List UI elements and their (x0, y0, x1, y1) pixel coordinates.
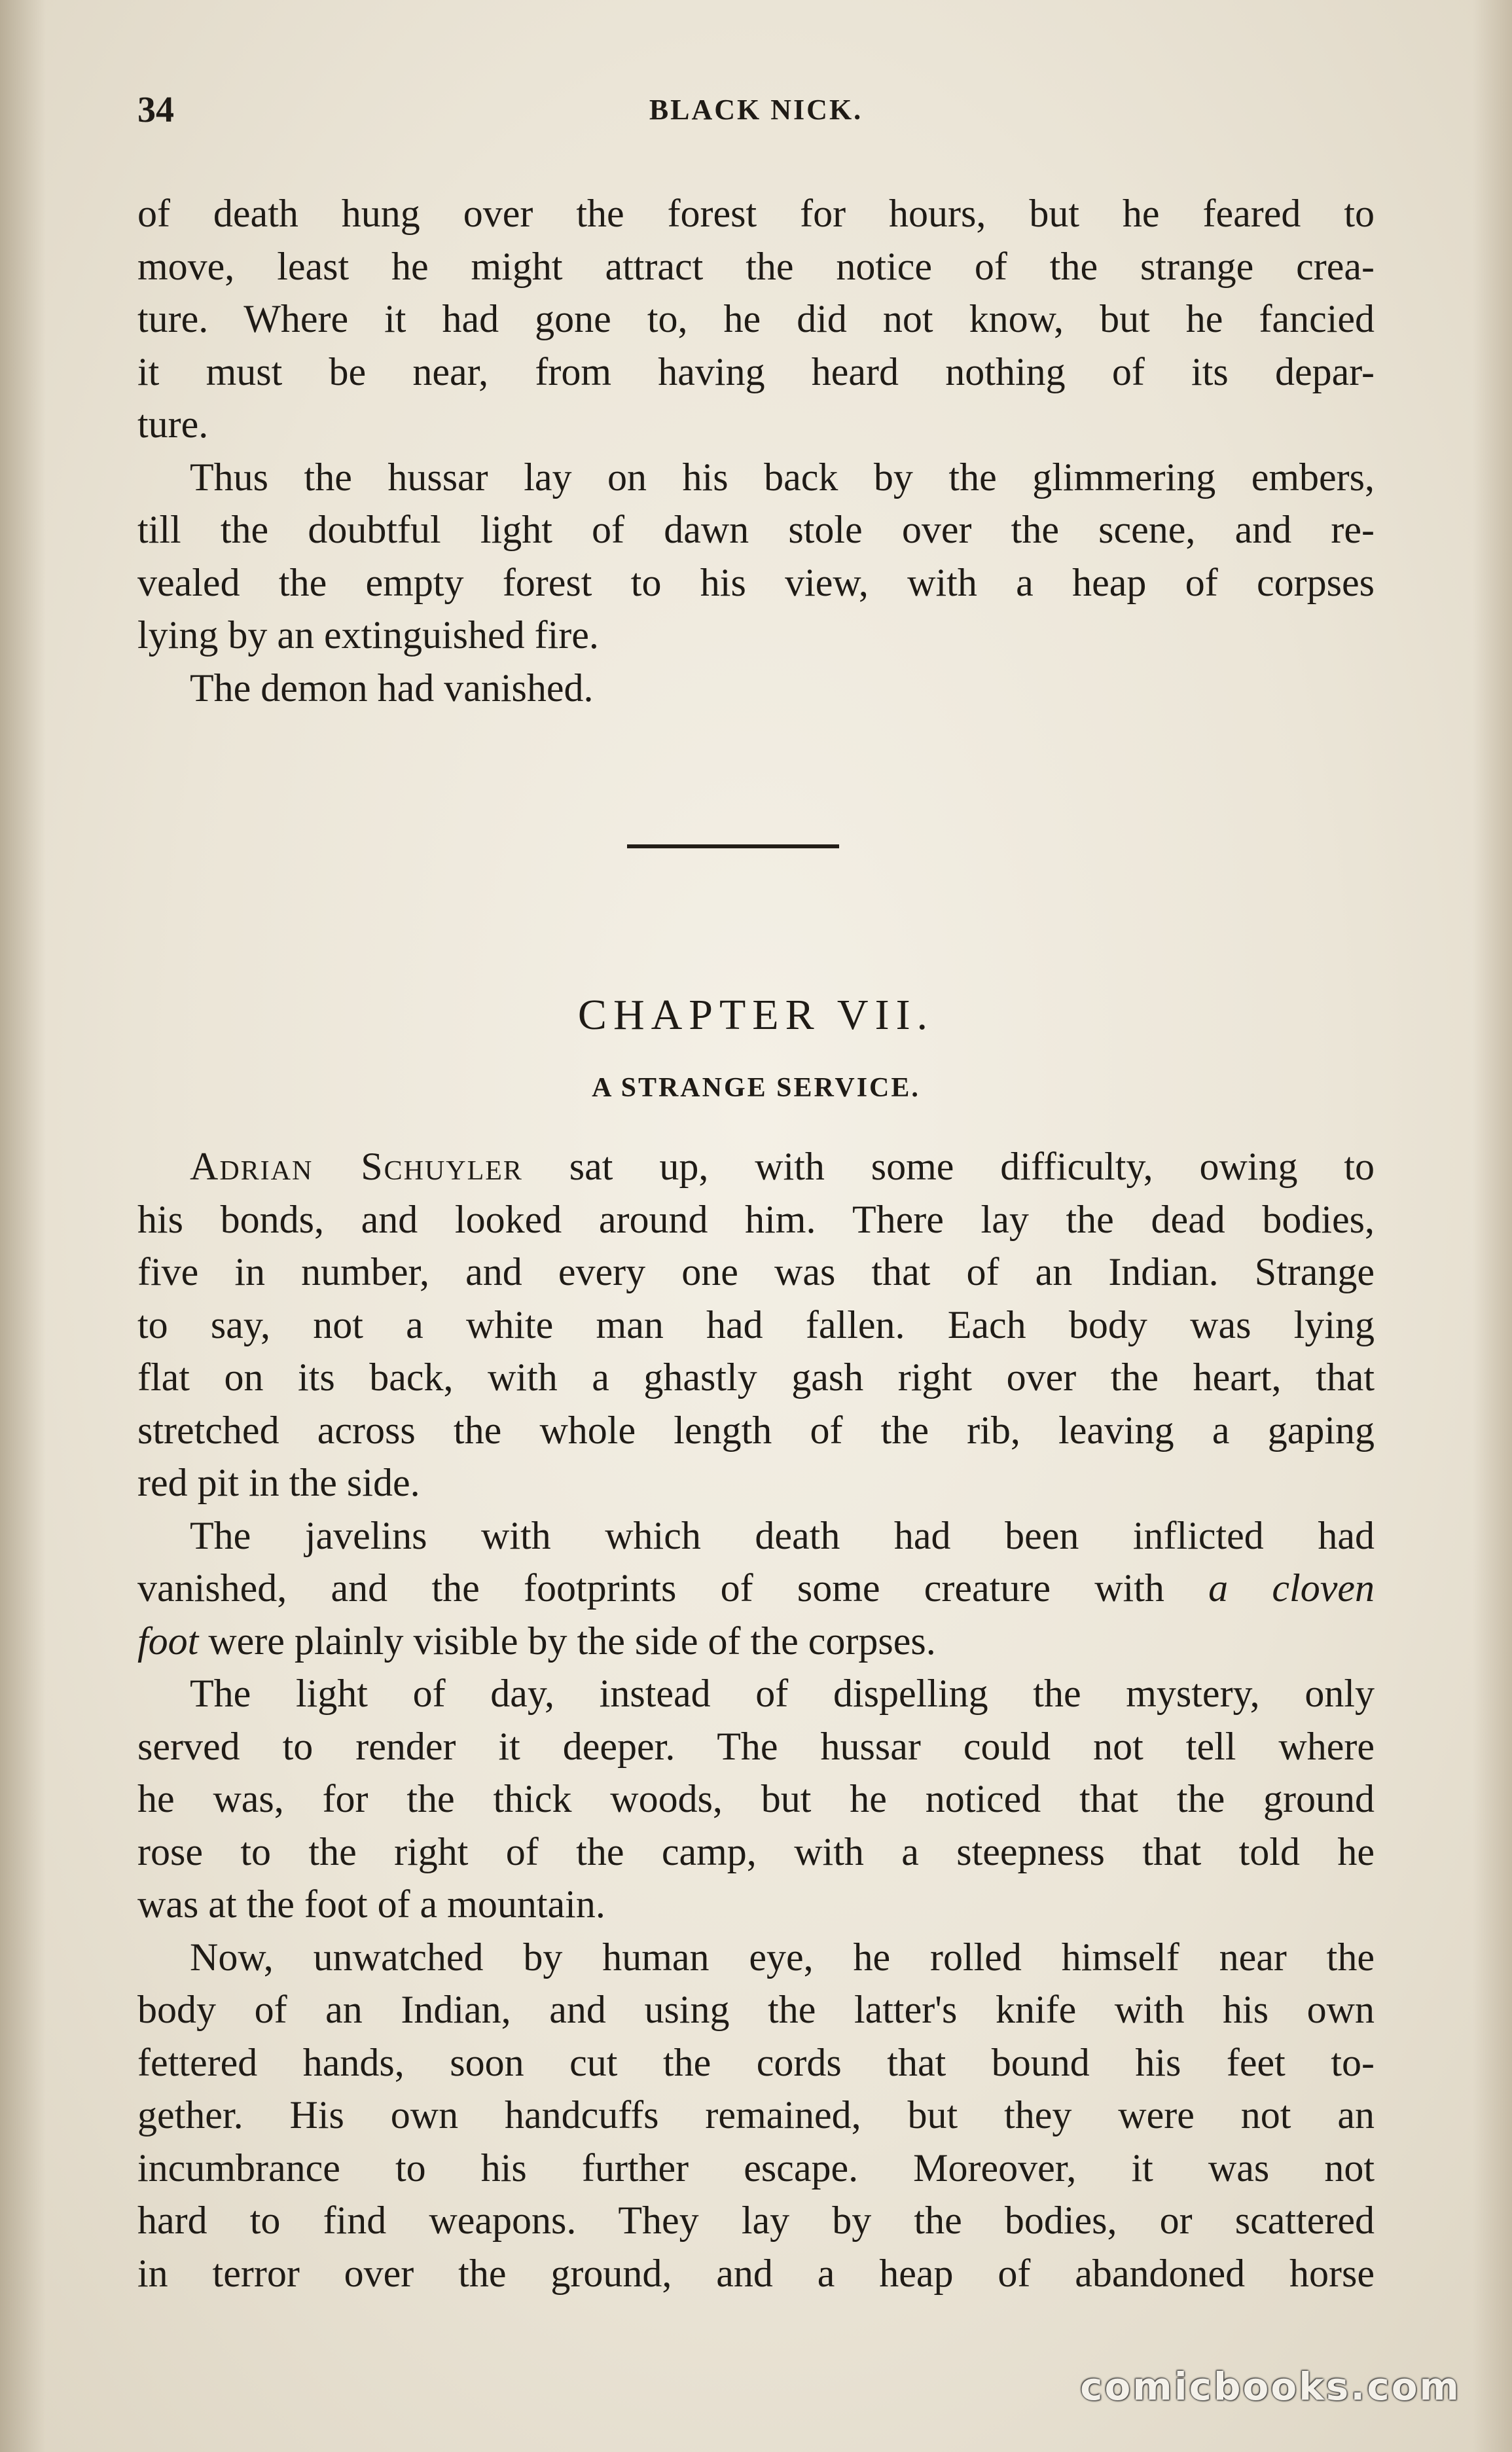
paragraph (137, 1509, 1375, 1668)
text-line: flat on its back, with a ghastly gash right over the heart, that (137, 1356, 1375, 1399)
text-line: fettered hands, soon cut the cords that bound his feet to- (137, 2040, 1375, 2084)
chapter-subtitle: A STRANGE SERVICE. (592, 1073, 920, 1103)
text-line: to say, not a white man had fallen. Each body was lying (137, 1303, 1375, 1346)
running-head (137, 84, 1375, 136)
text-line: it must be near, from having heard nothing of its depar- (137, 350, 1375, 393)
watermark: comicbooks.com (1080, 2364, 1461, 2409)
text-line: The javelins with which death had been inflicted had (190, 1513, 1375, 1557)
italic-phrase: a cloven (1208, 1566, 1375, 1610)
text-line: hard to find weapons. They lay by the bodies, or scattered (137, 2199, 1375, 2242)
text-line: vealed the empty forest to his view, with a heap of corpses (137, 560, 1375, 604)
text-line: incumbrance to his further escape. Moreover, it was not (137, 2146, 1375, 2190)
page-edge-shadow-right (1473, 0, 1512, 2452)
text-line: was at the foot of a mountain. (137, 1883, 605, 1926)
text-line: The light of day, instead of dispelling the mystery, only (190, 1672, 1375, 1715)
text-line: The demon had vanished. (190, 666, 594, 710)
text-line: body of an Indian, and using the latter's knife with his own (137, 1988, 1375, 2031)
running-title: BLACK NICK. (649, 94, 863, 126)
text-line: five in number, and every one was that of an Indian. Strange (137, 1250, 1375, 1293)
text-line: till the doubtful light of dawn stole over the scene, and re- (137, 508, 1375, 551)
section-divider-rule (627, 844, 839, 848)
text-line: move, least he might attract the notice of the strange crea- (137, 244, 1375, 288)
text-line: Thus the hussar lay on his back by the glimmering embers, (190, 455, 1375, 499)
text-line: rose to the right of the camp, with a steepness that told he (137, 1830, 1375, 1873)
page-number: 34 (137, 90, 174, 130)
text-line: served to render it deeper. The hussar could not tell where (137, 1724, 1375, 1768)
text-run: were plainly visible by the side of the corpses. (198, 1619, 936, 1663)
text-line: Now, unwatched by human eye, he rolled himself near the (190, 1935, 1375, 1979)
page-edge-shadow-left (0, 0, 46, 2452)
lead-name: Adrian Schuyler (190, 1145, 523, 1188)
text-line: his bonds, and looked around him. There lay the dead bodies, (137, 1197, 1375, 1241)
text-line (137, 1562, 1375, 1615)
paragraph (137, 662, 1375, 715)
paragraph (137, 451, 1375, 662)
text-line: red pit in the side. (137, 1461, 420, 1504)
paragraph (137, 187, 1375, 451)
text-line: ture. Where it had gone to, he did not know, but he fancied (137, 297, 1375, 340)
chapter-title: CHAPTER VII. (577, 991, 935, 1039)
italic-phrase: foot (137, 1619, 199, 1663)
text-line: he was, for the thick woods, but he noticed that the ground (137, 1777, 1375, 1820)
paragraph (137, 1667, 1375, 1931)
text-line: of death hung over the forest for hours, but he feared to (137, 192, 1375, 235)
text-line: in terror over the ground, and a heap of abandoned horse (137, 2251, 1375, 2295)
text-line (137, 1615, 1375, 1668)
text-line: ture. (137, 403, 209, 446)
paragraph (137, 1140, 1375, 1509)
text-before-chapter (137, 187, 1375, 714)
text-run: vanished, and the footprints of some creature with (137, 1566, 1209, 1610)
text-line: stretched across the whole length of the rib, leaving a gaping (137, 1408, 1375, 1452)
text-run: sat up, with some difficulty, owing to (522, 1145, 1375, 1188)
text-line: lying by an extinguished fire. (137, 613, 599, 657)
text-line (137, 1140, 1375, 1193)
paragraph (137, 1931, 1375, 2300)
chapter-body (137, 1140, 1375, 2299)
text-line: gether. His own handcuffs remained, but they were not an (137, 2093, 1375, 2136)
